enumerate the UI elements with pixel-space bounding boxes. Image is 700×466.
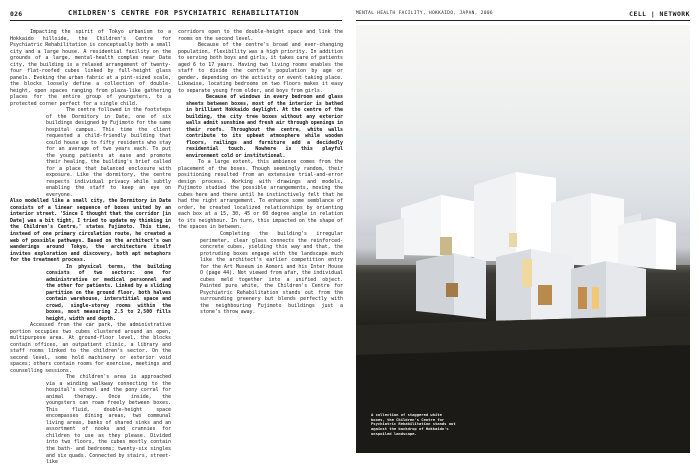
paragraph: The children's area is approached via a winding walkway connecting to the hospital's school and the pony corral for animal therapy. Once inside, the youngsters can roam freely between boxes. This fluid, double-height space encompasses dining areas, two communal living areas, banks of shared sinks and an assortment of nooks and crannies for children to use as they please. Divided into two floors, the cubes mostly contain the bath- and bedrooms; twenty-six singles and six quads. Connected by stairs, street-like xyxy=(46,374,171,466)
photo-caption: A collection of staggered white boxes, the Children's Centre for Psychiatric Rehabilitation stands out against the backdrop of Hokkaido's unspoiled landscape. xyxy=(371,412,456,436)
page-number: 026 xyxy=(10,10,23,18)
white-boxes-illustration xyxy=(356,25,690,453)
paragraph: To a large extent, this ambience comes from the placement of the boxes. Though seemingly random, their positioning resulted from an extensive trial-and-error design process. Working with drawings and models, Fujimoto studied the possible arrangements, moving the cubes here and there until he instinctively felt that he had the right arrangement. To enhance some semblance of order, he created localized relationships by orienting each box at a 15, 30, 45 or 60 degree angle in relation to its neighbour. In turn, this impacted on the shape of the spaces in between. xyxy=(178,159,343,231)
text-column-right xyxy=(178,29,343,316)
text-column-left xyxy=(10,29,171,466)
left-header-rule xyxy=(10,20,342,21)
right-header-rule xyxy=(356,20,690,21)
left-page-header xyxy=(10,10,342,20)
paragraph: Because of the centre's broad and ever-changing population, flexibility was a high priority. In addition to serving both boys and girls, it takes care of patients aged 6 to 17 years. Having two living rooms enables the staff to divide the centre's population by age or gender, depending on the activity or event taking place. Likewise, locating bedrooms on two floors makes it easy to separate young from older, and boys from girls. xyxy=(178,42,343,94)
paragraph: Impacting the spirit of Tokyo urbanism to a Hokkaido hillside, the Children's Centre for Psychiatric Rehabilitation is conceptually both a small city and a large house. A residential facility on the grounds of a large, mental-health complex near Date city, the building is a relaxed arrangement of twenty-four flat-roofed cubes linked by full-height glass panels. Evoking the urban fabric at a pint-sized scale, the blocks loosely define a collection of double-height, open spaces ranging from plaza-like gathering places for the entire group of youngsters, to a protected corner perfect for a single child. xyxy=(10,29,171,107)
article-title: CHILDREN'S CENTRE FOR PSYCHIATRIC REHABILITATION xyxy=(68,9,300,17)
right-page-header xyxy=(356,10,690,20)
paragraph-bold: Because of windows in every bedroom and glass sheets between boxes, most of the interior is bathed in brilliant Hokkaido daylight. At the centre of the building, the city tree boxes without any exterior walls admit sunshine and fresh air through openings in their roofs. Throughout the centre, white walls contribute to its upbeat atmosphere while wooden floors, railings and furniture add a decidedly residential touch. Nowhere is this playful environment cold or institutional. xyxy=(186,94,343,159)
paragraph: corridors open to the double-height space and link the rooms on the second level. xyxy=(178,29,343,42)
paragraph: Accessed from the car park, the administrative portion occupies two cubes clustered around an open, multipurpose area. At ground-floor level, the blocks contain offices, an outpatient clinic, a library and staff rooms linked to the children's sector. On the second level, some hold machinery or exterior void spaces; others contain rooms for exercise, meetings and counselling sessions. xyxy=(10,322,171,374)
paragraph: The centre followed in the footsteps of the Dormitory in Date, one of six buildings designed by Fujimoto for the same hospital campus. This time the client requested a child-friendly building that could house up to fifty residents who stay for an average of two years each. To put the young patients at ease and promote their healing, the building's brief called for a place that balanced enclosure with exposure. Like the dormitory, the centre respects individual privacy while subtly enabling the staff to keep an eye on everyone. xyxy=(46,107,171,198)
paragraph-bold: Also modelled like a small city, the Dormitory in Date consists of a linear sequence of boxes united by an interior street. 'Since I thought that the corridor [in Date] was a bit tight, I tried to update my thinking in the Children's Centre,' states Fujimoto. This time, instead of one primary circulation route, he created a web of possible pathways. Based on the architect's own wanderings around Tokyo, the architecture itself invites exploration and discovery, both apt metaphors for the treatment process. xyxy=(10,198,171,264)
paragraph: Completing the building's irregular perimeter, clear glass connects the reinforced-concrete cubes, yielding this way and that, the protruding boxes engage with the landscape much like the architect's earlier competition entry for the Art Museum in Aomori and his Inter House O (page 44). Not viewed from afar, the individual cubes meld together into a unified object. Painted pure white, the Children's Centre for Psychiatric Rehabilitation stands out from the surrounding greenery but blends perfectly with the neighbouring Fujimoto buildings just a stone's throw away. xyxy=(200,230,343,316)
section-label: CELL | NETWORK xyxy=(629,10,690,18)
building-photo xyxy=(356,25,690,453)
paragraph-bold: In physical terms, the building consists of two sectors: one for administrative or medical personnel and the other for patients. Linked by a sliding partition on the ground floor, both halves contain warehouse, interstitial space and crowd, single-storey rooms within the boxes, most measuring 2.5 to 2,500 fills height, width and depth. xyxy=(46,263,171,322)
running-head: MENTAL HEALTH FACILITY, HOKKAIDO, JAPAN, 2006 xyxy=(356,11,493,16)
